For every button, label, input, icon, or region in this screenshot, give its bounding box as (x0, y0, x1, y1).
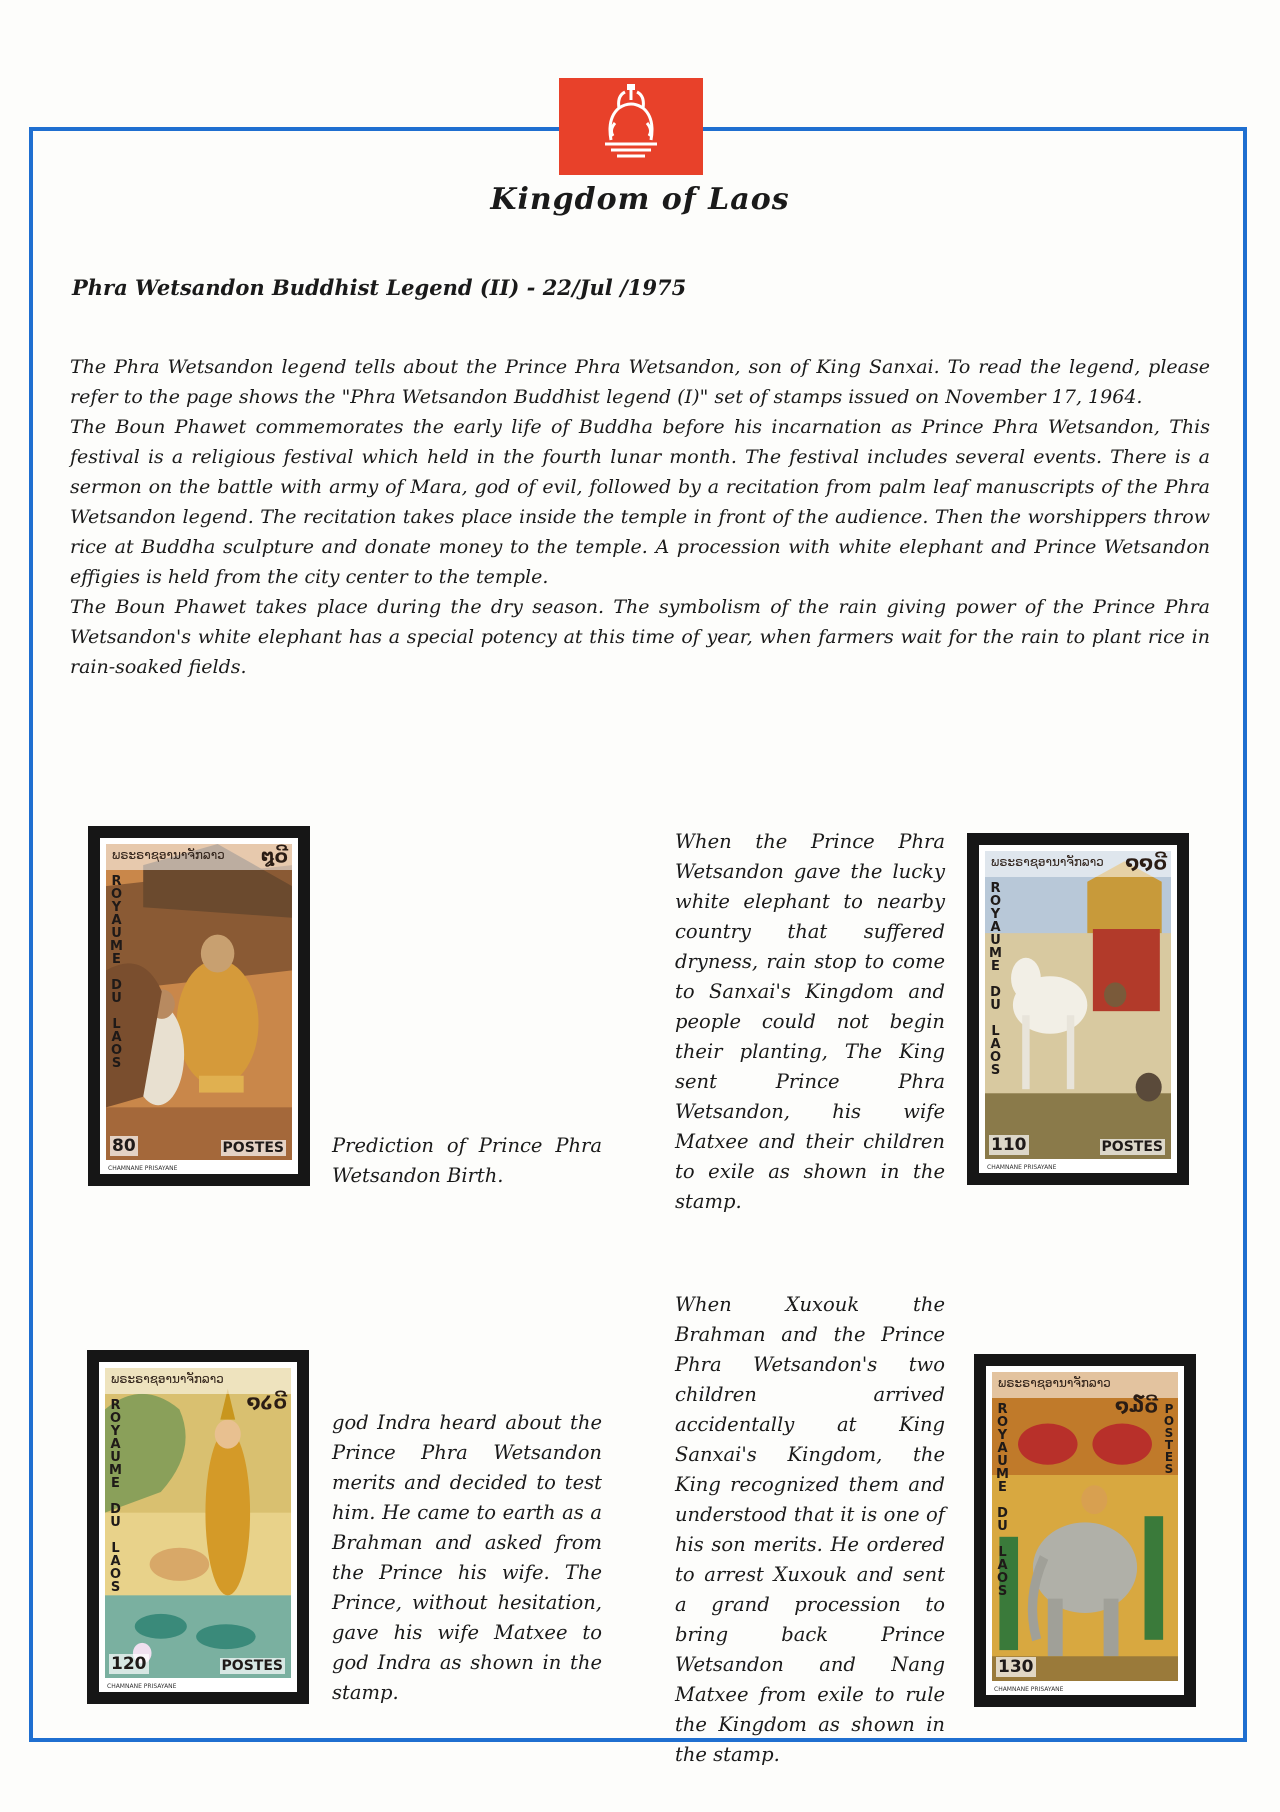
stamp-side-text: ROYAUME DU LAOS (108, 1398, 123, 1593)
stamp-postes: POSTES (1162, 1402, 1176, 1474)
kingdom-title: Kingdom of Laos (490, 182, 790, 217)
stamp-country-lao: ພຣະຣາຊອານາຈັກລາວ (106, 844, 292, 870)
stamp-side-text: ROYAUME DU LAOS (988, 881, 1003, 1076)
stamp-110-caption: When the Prince Phra Wetsandon gave the lucky white elephant to nearby country that suffered dryness, rain stop to come to Sanxai's Kingdom and people could not begin their planting, The King sent Prince Phra Wetsandon, his wife Matxee and their children to exile as shown in the stamp. (675, 830, 945, 1213)
stamp-face (100, 838, 298, 1174)
stamp-printer: CHAMNANE PRISAYANE (994, 1686, 1064, 1693)
stamp-illustration (106, 844, 292, 1160)
stamp-120 (87, 1350, 309, 1704)
stamp-country-lao: ພຣະຣາຊອານາຈັກລາວ (105, 1368, 291, 1394)
intro-text (70, 352, 1210, 682)
stamp-side-text: ROYAUME DU LAOS (995, 1402, 1010, 1597)
stamp-value-lao: ໑໑໐ີ (1125, 853, 1167, 874)
stamp-illustration (985, 851, 1171, 1159)
stamp-printer: CHAMNANE PRISAYANE (987, 1164, 1057, 1171)
stamp-130 (974, 1354, 1196, 1707)
stamp-value-lao: ໑໒໐ີ (246, 1392, 287, 1413)
intro-paragraph: The Phra Wetsandon legend tells about the Prince Phra Wetsandon, son of King Sanxai. To read the legend, please refer to the page shows the "Phra Wetsandon Buddhist legend (I)" set of stamps issued on November 17, 1964. (70, 356, 1210, 408)
stamp-face (99, 1362, 297, 1692)
stamp-value: 120 (111, 1654, 147, 1674)
intro-paragraph: The Boun Phawet takes place during the dry season. The symbolism of the rain giving power of the Prince Phra Wetsandon's white elephant has a special potency at this time of year, when farmers wait for the rain to plant rice in rain-soaked fields. (70, 596, 1210, 678)
stamp-printer: CHAMNANE PRISAYANE (108, 1165, 178, 1172)
stamp-value-lao: ໑໓໐ີ (1115, 1396, 1158, 1417)
three-headed-elephant-flag-icon (559, 78, 703, 175)
stamp-value-lao: ໘໐ີ (260, 846, 288, 867)
stamp-side-text: ROYAUME DU LAOS (109, 874, 124, 1069)
stamp-face (979, 845, 1177, 1173)
stamp-country-lao: ພຣະຣາຊອານາຈັກລາວ (992, 1372, 1178, 1398)
stamp-80-caption: Prediction of Prince Phra Wetsandon Birth. (332, 1134, 602, 1187)
stamp-value: 80 (112, 1136, 136, 1156)
stamp-80 (88, 826, 310, 1186)
intro-paragraph: The Boun Phawet commemorates the early life of Buddha before his incarnation as Prince Phra Wetsandon, This festival is a religious festival which held in the fourth lunar month. The festival includes several events. There is a sermon on the battle with army of Mara, god of evil, followed by a recitation from palm leaf manuscripts of the Phra Wetsandon legend. The recitation takes place inside the temple in front of the audience. Then the worshippers throw rice at Buddha sculpture and donate money to the temple. A procession with white elephant and Prince Wetsandon effigies is held from the city center to the temple. (70, 416, 1210, 588)
stamp-postes: POSTES (221, 1658, 283, 1674)
stamp-illustration (105, 1368, 291, 1678)
stamp-printer: CHAMNANE PRISAYANE (107, 1683, 177, 1690)
stamp-postes: POSTES (222, 1140, 284, 1156)
stamp-country-lao: ພຣະຣາຊອານາຈັກລາວ (985, 851, 1171, 877)
stamp-130-caption: When Xuxouk the Brahman and the Prince Phra Wetsandon's two children arrived accidentally at King Sanxai's Kingdom, the King recognized them and understood that it is one of his son merits. He ordered to arrest Xuxouk and sent a grand procession to bring back Prince Wetsandon and Nang Matxee from exile to rule the Kingdom as shown in the stamp. (675, 1293, 945, 1766)
set-title: Phra Wetsandon Buddhist Legend (II) - 22/Jul /1975 (72, 275, 687, 300)
stamp-110 (967, 833, 1189, 1185)
stamp-face (986, 1366, 1184, 1695)
stamp-value: 110 (991, 1135, 1027, 1155)
stamp-value: 130 (998, 1657, 1034, 1677)
stamp-postes: POSTES (1101, 1139, 1163, 1155)
stamp-120-caption: god Indra heard about the Prince Phra Wetsandon merits and decided to test him. He came to earth as a Brahman and asked from the Prince his wife. The Prince, without hesitation, gave his wife Matxee to god Indra as shown in the stamp. (332, 1411, 602, 1704)
stamp-illustration (992, 1372, 1178, 1681)
